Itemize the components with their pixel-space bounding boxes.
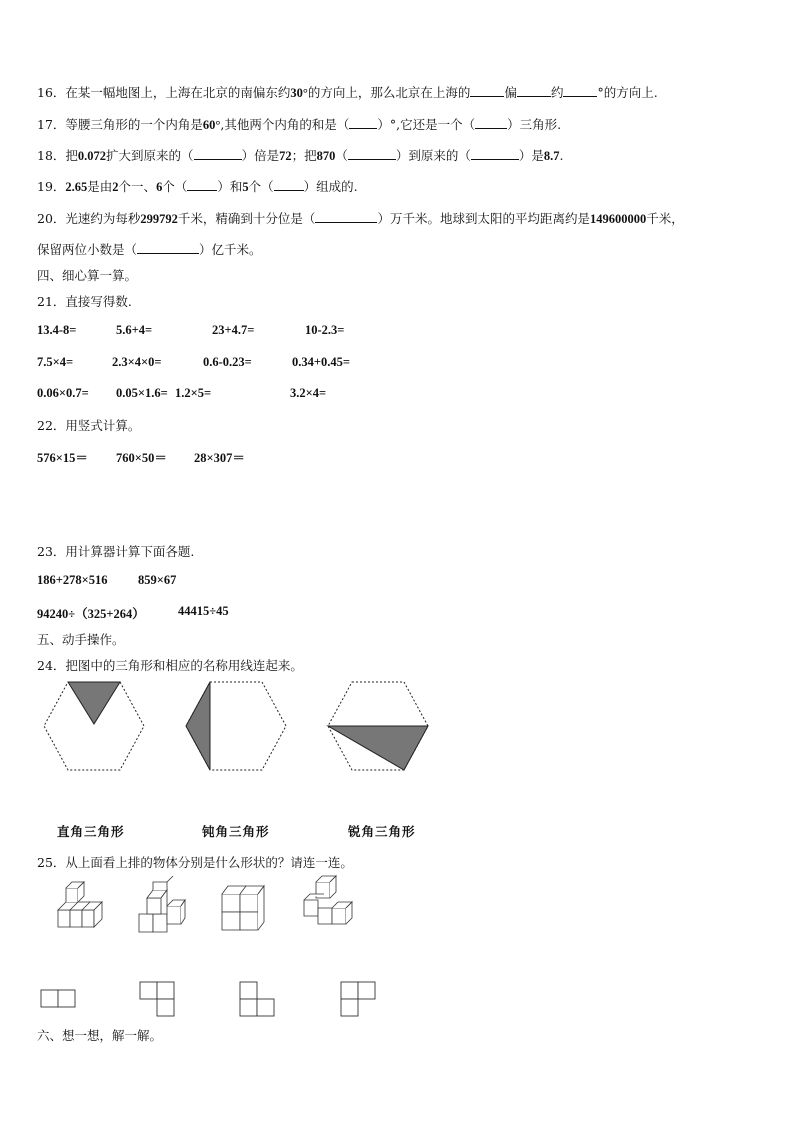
answer-blank[interactable]: [348, 148, 396, 160]
calc-item: 0.6-0.23=: [203, 355, 252, 369]
question-21-title: 21．直接写得数.: [37, 294, 132, 309]
cube-object-3: [220, 884, 266, 932]
answer-blank[interactable]: [563, 85, 597, 97]
question-24-title: 24．把图中的三角形和相应的名称用线连起来。: [37, 658, 303, 673]
hexagon-figure-1: [40, 680, 148, 776]
question-19: 19．2.65是由2个一、6个（ ）和5个（ ）组成的.: [37, 179, 358, 194]
calc-item: 13.4-8=: [37, 323, 77, 337]
calc-item: 10-2.3=: [305, 323, 345, 337]
question-17: 17．等腰三角形的一个内角是60°,其他两个内角的和是（ ）°,它还是一个（ ）三角形.: [37, 117, 562, 132]
question-16: 16．在某一幅地图上，上海在北京的南偏东约30°的方向上，那么北京在上海的 偏 约 °的方向上.: [37, 85, 658, 100]
section-heading: 四、细心算一算。: [37, 268, 138, 283]
question-22-title: 22．用竖式计算。: [37, 418, 141, 433]
calc-item: 5.6+4=: [116, 323, 153, 337]
calc-item: 44415÷45: [178, 604, 229, 618]
calc-item: 0.34+0.45=: [292, 355, 350, 369]
calc-item: 0.06×0.7=: [37, 386, 89, 400]
answer-blank[interactable]: [470, 85, 504, 97]
calc-item: 0.05×1.6=: [116, 386, 168, 400]
calc-item: 28×307＝: [194, 451, 245, 465]
label-acute-triangle: 锐角三角形: [348, 824, 416, 839]
label-right-triangle: 直角三角形: [57, 824, 125, 839]
hexagon-figure-2: [182, 680, 290, 776]
answer-blank[interactable]: [517, 85, 551, 97]
answer-blank[interactable]: [349, 117, 377, 129]
calc-item: 1.2×5=: [175, 386, 212, 400]
calc-item: 3.2×4=: [290, 386, 327, 400]
calc-item: 23+4.7=: [212, 323, 255, 337]
answer-blank[interactable]: [187, 179, 217, 191]
top-view-4: [340, 980, 380, 1020]
cube-object-1: [56, 880, 106, 932]
hexagon-figure-3: [324, 680, 432, 776]
calc-item: 94240÷（325+264）: [37, 607, 145, 621]
question-25-title: 25．从上面看上排的物体分别是什么形状的？请连一连。: [37, 855, 353, 870]
section-heading: 五、动手操作。: [37, 632, 125, 647]
top-view-1: [40, 988, 78, 1010]
calc-item: 186+278×516: [37, 573, 108, 587]
question-20-line2: 保留两位小数是（ ）亿千米。: [37, 242, 262, 257]
calc-item: 2.3×4×0=: [112, 355, 162, 369]
answer-blank[interactable]: [315, 211, 377, 223]
calc-item: 859×67: [138, 573, 177, 587]
answer-blank[interactable]: [274, 179, 304, 191]
label-obtuse-triangle: 钝角三角形: [202, 824, 270, 839]
cube-object-2: [135, 880, 187, 936]
answer-blank[interactable]: [194, 148, 242, 160]
calc-item: 7.5×4=: [37, 355, 74, 369]
question-18: 18．把0.072扩大到原来的（ ）倍是72；把870（ ）到原来的（ ）是8.7.: [37, 148, 564, 163]
answer-blank[interactable]: [475, 117, 507, 129]
top-view-2: [139, 980, 179, 1020]
question-23-title: 23．用计算器计算下面各题.: [37, 544, 195, 559]
section-heading: 六、想一想，解一解。: [37, 1028, 163, 1043]
calc-item: 760×50＝: [116, 451, 167, 465]
calc-item: 576×15＝: [37, 451, 88, 465]
cube-object-4: [298, 878, 354, 934]
top-view-3: [239, 980, 279, 1020]
answer-blank[interactable]: [471, 148, 519, 160]
question-20: 20．光速约为每秒299792千米，精确到十分位是（ ）万千米。地球到太阳的平均距离约是149600000千米，: [37, 211, 684, 226]
answer-blank[interactable]: [137, 242, 199, 254]
